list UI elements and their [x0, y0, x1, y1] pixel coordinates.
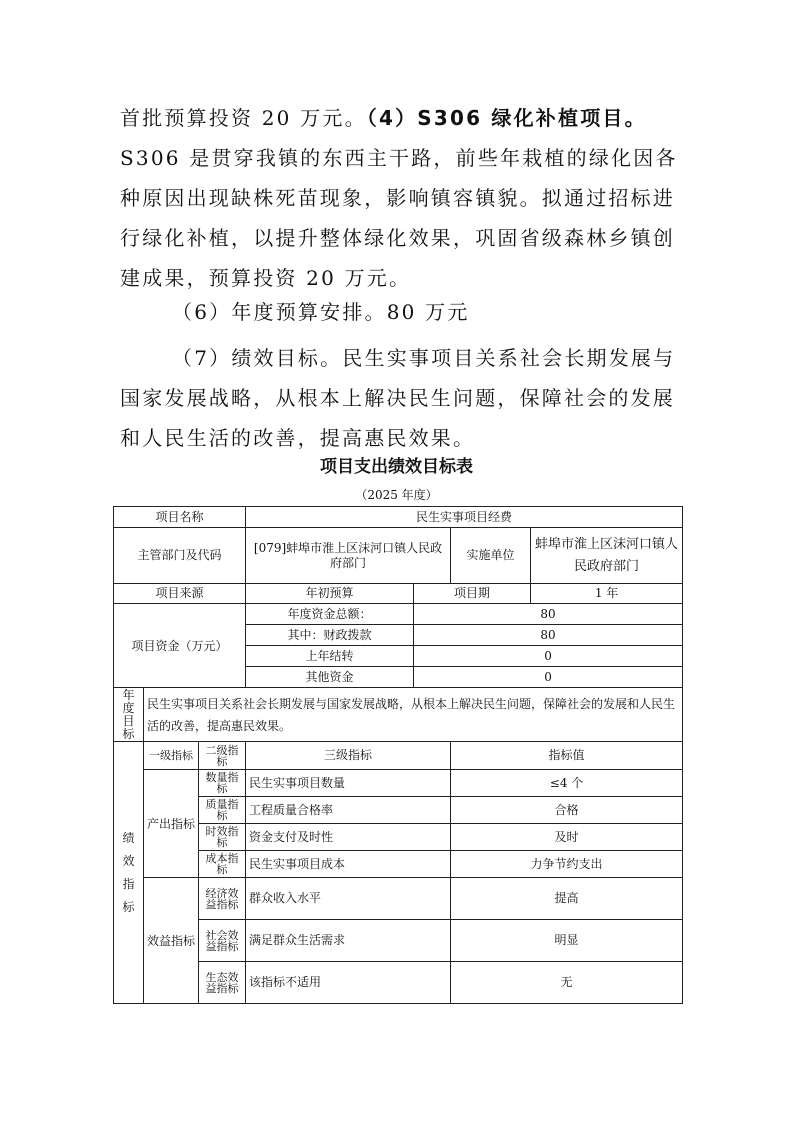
- performance-target-table: [113, 506, 683, 1004]
- benefit-indicator-label: 效益指标: [144, 878, 199, 1004]
- funds-row-label: 其他资金: [246, 667, 414, 688]
- table-row: [114, 770, 683, 797]
- level2-cell: 数量指标: [199, 770, 246, 797]
- dept-label: 主管部门及代码: [114, 528, 246, 584]
- level2-cell: 成本指标: [199, 851, 246, 878]
- table-row: [114, 851, 683, 878]
- value-cell: 无: [451, 962, 683, 1004]
- paragraph-performance-goal: （7）绩效目标。民生实事项目关系社会长期发展与国家发展战略，从根本上解决民生问题，保障社会的发展和人民生活的改善，提高惠民效果。: [120, 346, 676, 450]
- table-row: [114, 507, 683, 528]
- table-row: [114, 742, 683, 770]
- funds-row-value: 80: [414, 604, 683, 625]
- output-indicator-label: 产出指标: [144, 770, 199, 878]
- impl-unit-value: 蚌埠市淮上区沫河口镇人民政府部门: [531, 528, 683, 584]
- table-row: [114, 604, 683, 625]
- paragraph-annual-budget: （6）年度预算安排。80 万元: [172, 300, 470, 324]
- table-row: [114, 688, 683, 742]
- value-cell: 提高: [451, 878, 683, 920]
- source-label: 项目来源: [114, 584, 246, 604]
- value-cell: 力争节约支出: [451, 851, 683, 878]
- table-row: [114, 824, 683, 851]
- value-cell: 及时: [451, 824, 683, 851]
- value-cell: 合格: [451, 797, 683, 824]
- header-level1: 一级指标: [144, 742, 199, 770]
- funds-row-value: 0: [414, 646, 683, 667]
- paragraph-body-text: S306 是贯穿我镇的东西主干路，前些年栽植的绿化因各种原因出现缺株死苗现象，影响镇容镇貌。拟通过招标进行绿化补植，以提升整体绿化效果，巩固省级森林乡镇创建成果，预算投资 20 万元。: [120, 146, 678, 290]
- table-row: [114, 962, 683, 1004]
- period-value: 1 年: [531, 584, 683, 604]
- perf-indicator-label: 绩效指标: [114, 742, 144, 1004]
- paragraph-lead-text: 首批预算投资 20 万元。: [120, 106, 367, 130]
- level2-cell: 生态效益指标: [199, 962, 246, 1004]
- table-row: [114, 878, 683, 920]
- value-cell: 明显: [451, 920, 683, 962]
- table-row: [114, 920, 683, 962]
- dept-value: [079]蚌埠市淮上区沫河口镇人民政府部门: [246, 528, 451, 584]
- funds-row-label: 上年结转: [246, 646, 414, 667]
- table-row: [114, 584, 683, 604]
- funds-row-label: 年度资金总额：: [246, 604, 414, 625]
- funds-row-value: 0: [414, 667, 683, 688]
- source-value: 年初预算: [246, 584, 414, 604]
- funds-row-label: 其中：财政拨款: [246, 625, 414, 646]
- paragraph-greening-project: [120, 98, 680, 298]
- project-heading-s306: （4）S306 绿化补植项目。: [366, 106, 647, 130]
- impl-unit-label: 实施单位: [451, 528, 531, 584]
- value-cell: ≤4 个: [451, 770, 683, 797]
- table-title: 项目支出绩效目标表: [320, 457, 473, 477]
- project-name-label: 项目名称: [114, 507, 246, 528]
- table-row: [114, 797, 683, 824]
- level3-cell: 群众收入水平: [246, 878, 451, 920]
- annual-goal-label: 年度目标: [114, 688, 144, 742]
- table-row: [114, 528, 683, 584]
- project-name-value: 民生实事项目经费: [246, 507, 683, 528]
- level3-cell: 工程质量合格率: [246, 797, 451, 824]
- annual-goal-text: 民生实事项目关系社会长期发展与国家发展战略，从根本上解决民生问题，保障社会的发展和人民生活的改善，提高惠民效果。: [144, 688, 683, 742]
- header-level2: 二级指标: [199, 742, 246, 770]
- level2-cell: 质量指标: [199, 797, 246, 824]
- level2-cell: 经济效益指标: [199, 878, 246, 920]
- period-label: 项目期: [414, 584, 531, 604]
- level3-cell: 资金支付及时性: [246, 824, 451, 851]
- level3-cell: 满足群众生活需求: [246, 920, 451, 962]
- level2-cell: 社会效益指标: [199, 920, 246, 962]
- level2-cell: 时效指标: [199, 824, 246, 851]
- level3-cell: 民生实事项目成本: [246, 851, 451, 878]
- level3-cell: 该指标不适用: [246, 962, 451, 1004]
- header-value: 指标值: [451, 742, 683, 770]
- funds-label: 项目资金（万元）: [114, 604, 246, 688]
- funds-row-value: 80: [414, 625, 683, 646]
- table-year: （2025 年度）: [355, 488, 438, 502]
- level3-cell: 民生实事项目数量: [246, 770, 451, 797]
- header-level3: 三级指标: [246, 742, 451, 770]
